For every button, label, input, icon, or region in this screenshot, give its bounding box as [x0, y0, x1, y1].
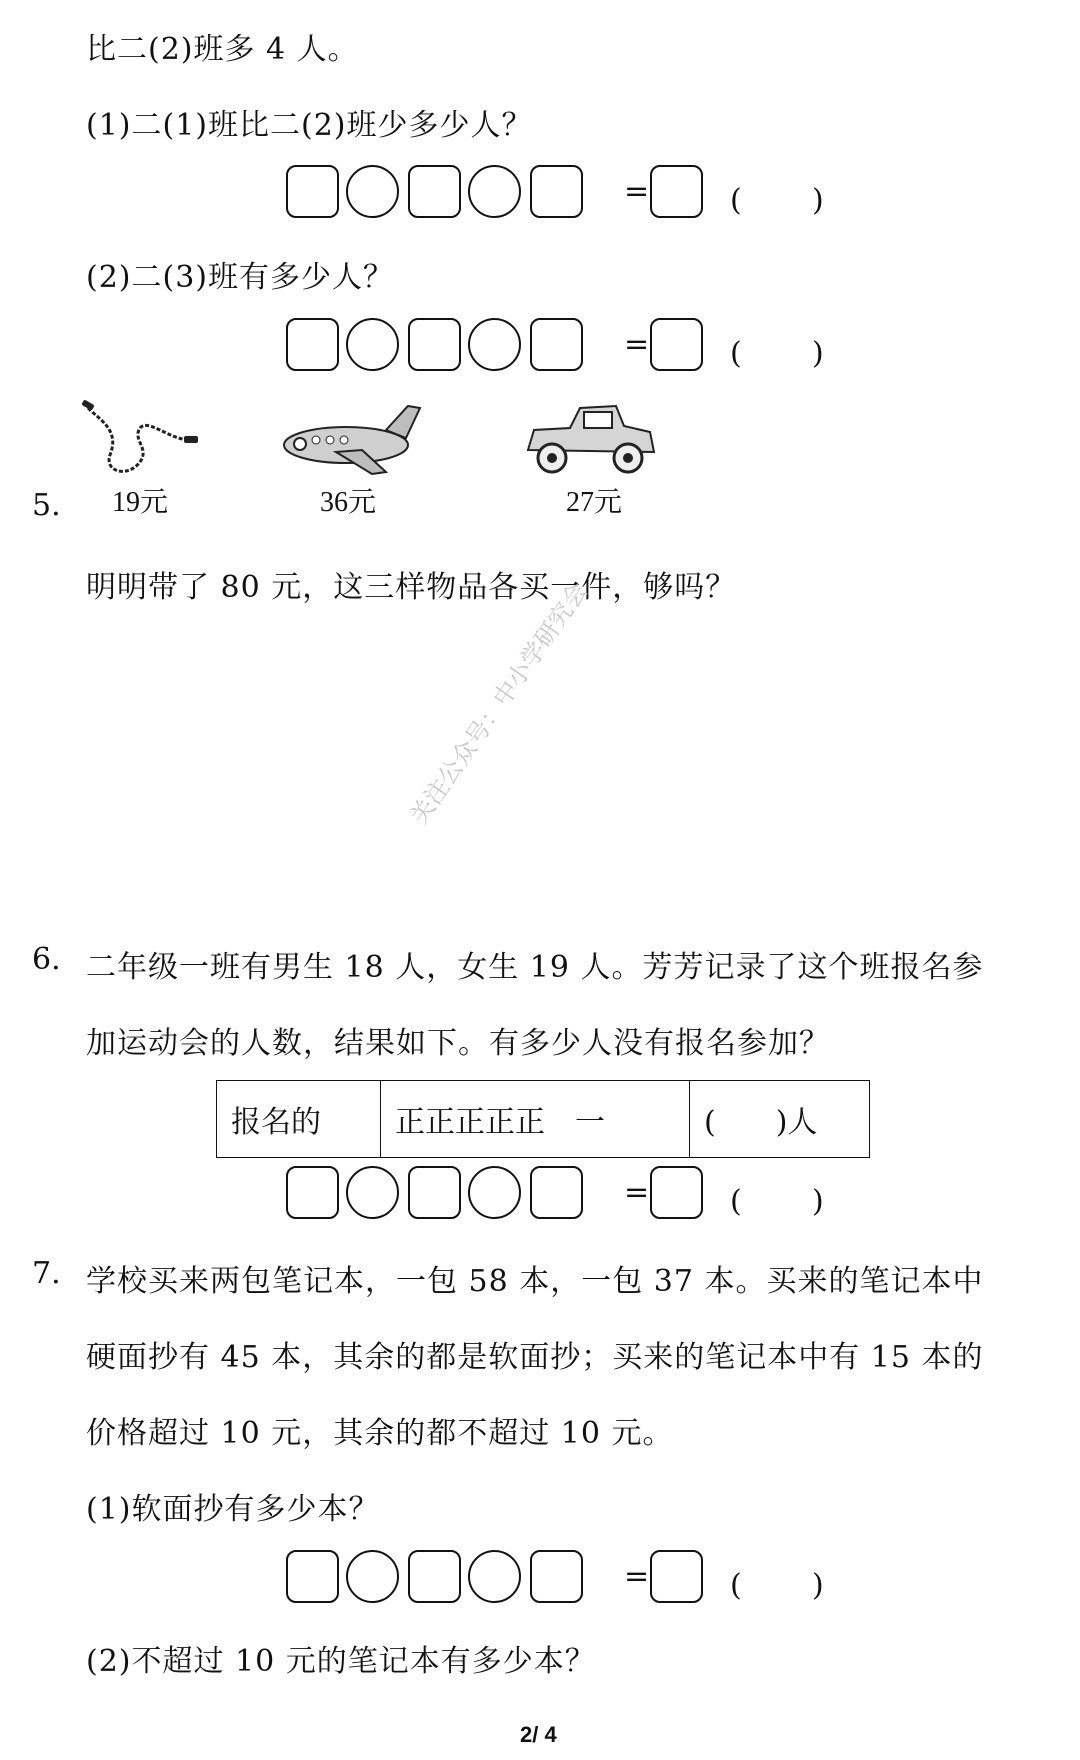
- jump-rope-icon: [80, 400, 200, 480]
- answer-box[interactable]: [286, 165, 339, 218]
- q7-line3: 价格超过 10 元，其余的都不超过 10 元。: [86, 1416, 674, 1451]
- table-row: [217, 1081, 870, 1158]
- q7-sub2-text: (2)不超过 10 元的笔记本有多少本？: [86, 1644, 596, 1679]
- operator-circle[interactable]: [346, 165, 399, 218]
- result-box[interactable]: [650, 165, 703, 218]
- question-number: 6.: [32, 942, 61, 977]
- q7-line2: 硬面抄有 45 本，其余的都是软面抄；买来的笔记本中有 15 本的: [86, 1340, 984, 1375]
- toy-car-icon: [520, 400, 660, 480]
- answer-box[interactable]: [408, 1550, 461, 1603]
- equals-sign: =: [624, 1559, 650, 1594]
- equals-sign: =: [624, 174, 650, 209]
- q6-line1: 二年级一班有男生 18 人，女生 19 人。芳芳记录了这个班报名参: [86, 950, 984, 985]
- q4-sub1-text: (1)二(1)班比二(2)班少多少人？: [86, 108, 533, 143]
- tally-label-cell: 报名的: [217, 1081, 381, 1158]
- page-number: 2/ 4: [520, 1722, 557, 1747]
- operator-circle[interactable]: [346, 1550, 399, 1603]
- answer-box[interactable]: [408, 165, 461, 218]
- question-number: 5.: [32, 488, 61, 523]
- toy-airplane-icon: [276, 400, 426, 480]
- equals-sign: =: [624, 327, 650, 362]
- answer-box[interactable]: [408, 318, 461, 371]
- q7-line1: 学校买来两包笔记本，一包 58 本，一包 37 本。买来的笔记本中: [86, 1264, 984, 1299]
- answer-box[interactable]: [530, 1166, 583, 1219]
- answer-box[interactable]: [408, 1166, 461, 1219]
- q5-question-text: 明明带了 80 元，这三样物品各买一件，够吗？: [86, 570, 737, 605]
- tally-answer-cell[interactable]: ( )人: [690, 1081, 870, 1158]
- q4-sub2-text: (2)二(3)班有多少人？: [86, 260, 394, 295]
- airplane-price: 36元: [320, 487, 377, 518]
- operator-circle[interactable]: [346, 318, 399, 371]
- answer-box[interactable]: [286, 318, 339, 371]
- result-box[interactable]: [650, 318, 703, 371]
- jump-rope-price: 19元: [112, 487, 169, 518]
- operator-circle[interactable]: [468, 165, 521, 218]
- operator-circle[interactable]: [346, 1166, 399, 1219]
- tally-table: [216, 1080, 870, 1158]
- watermark-text: 关注公众号：中小学研究会: [404, 577, 594, 830]
- answer-box[interactable]: [530, 318, 583, 371]
- answer-box[interactable]: [286, 1166, 339, 1219]
- operator-circle[interactable]: [468, 318, 521, 371]
- q7-sub1-text: (1)软面抄有多少本？: [86, 1492, 380, 1527]
- result-box[interactable]: [650, 1166, 703, 1219]
- answer-box[interactable]: [530, 165, 583, 218]
- result-box[interactable]: [650, 1550, 703, 1603]
- tally-marks-cell: 正正正正正 一: [381, 1081, 690, 1158]
- equals-sign: =: [624, 1175, 650, 1210]
- answer-box[interactable]: [530, 1550, 583, 1603]
- q4-tail-text: 比二(2)班多 4 人。: [86, 32, 359, 67]
- car-price: 27元: [566, 487, 623, 518]
- operator-circle[interactable]: [468, 1166, 521, 1219]
- q6-line2: 加运动会的人数，结果如下。有多少人没有报名参加？: [86, 1026, 830, 1061]
- answer-box[interactable]: [286, 1550, 339, 1603]
- operator-circle[interactable]: [468, 1550, 521, 1603]
- question-number: 7.: [32, 1256, 61, 1291]
